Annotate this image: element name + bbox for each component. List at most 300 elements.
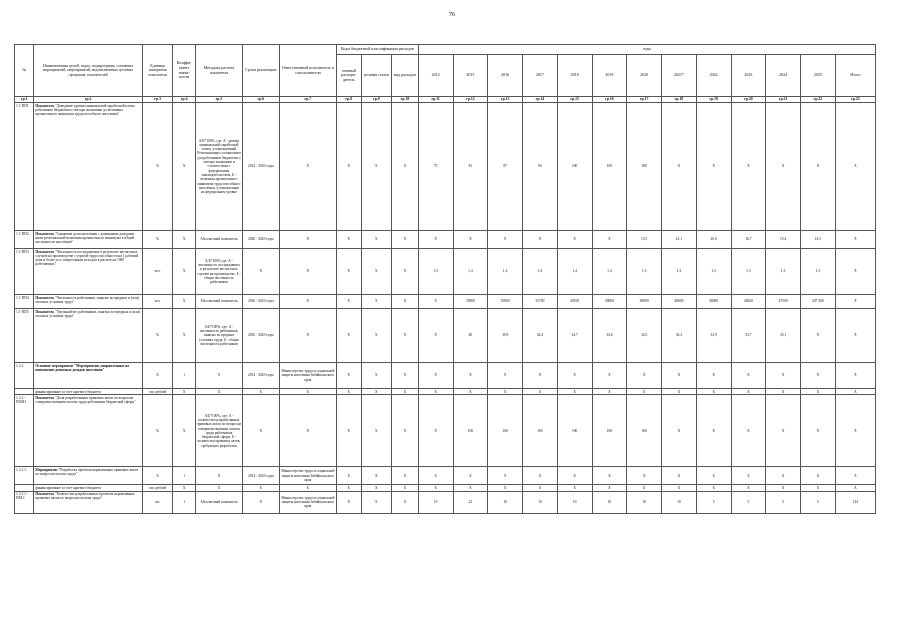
row-year-value: 1,4 [453, 249, 488, 295]
row-name-bold: Мероприятие [35, 467, 58, 472]
row-year-value: X [835, 295, 875, 309]
header-year: 2015 [453, 55, 488, 97]
row-year-value: X [557, 485, 592, 491]
row-year-value: 81 [453, 103, 488, 231]
row-year-value: 10 [523, 491, 558, 513]
row-kbk-section: X [361, 249, 392, 295]
row-responsible: X [279, 485, 336, 491]
row-kbk-type: X [392, 295, 419, 309]
column-number: гр.2 [34, 97, 142, 103]
row-year-value: 34,6 [592, 309, 627, 363]
row-year-value: 100 [523, 395, 558, 467]
row-period: X [242, 249, 279, 295]
row-kbk-section: X [361, 395, 392, 467]
row-coef: X [173, 485, 195, 491]
table-row [15, 395, 876, 467]
row-year-value: X [592, 467, 627, 485]
row-year-value: X [835, 231, 875, 249]
row-kbk-type: X [392, 249, 419, 295]
row-year-value: 49000 [592, 295, 627, 309]
row-kbk-main: X [336, 389, 361, 395]
row-year-value: X [835, 103, 875, 231]
header-year: 2016 [488, 55, 523, 97]
row-year-value: X [627, 485, 662, 491]
row-year-value: X [557, 389, 592, 395]
row-year-value: 35700 [523, 295, 558, 309]
row-year-value: X [696, 363, 731, 389]
row-year-value: 1,4 [557, 249, 592, 295]
row-year-value: 100 [627, 395, 662, 467]
table-row [15, 295, 876, 309]
row-name-text: "Доведение уровня минимальной заработной платы работников бюджетного сектора экономики до величины прожиточного минимума трудоспособного населения" [35, 103, 135, 117]
column-number: гр.19 [696, 97, 731, 103]
row-year-value: 34,5 [627, 309, 662, 363]
row-period: 2020 - 2025 годы [242, 231, 279, 249]
row-code: 1.1-ПП2 [15, 231, 34, 249]
row-unit: чел. [142, 249, 173, 295]
row-year-value: X [418, 395, 453, 467]
row-year-value: X [835, 467, 875, 485]
column-number: гр.4 [173, 97, 195, 103]
row-kbk-main: X [336, 309, 361, 363]
row-kbk-main: X [336, 363, 361, 389]
row-year-value: 39,9 [488, 309, 523, 363]
row-coef: X [173, 103, 195, 231]
row-year-value: X [523, 363, 558, 389]
row-year-value: 1,3 [662, 249, 697, 295]
row-year-value: X [766, 485, 801, 491]
row-kbk-section: X [361, 309, 392, 363]
row-kbk-type: X [392, 103, 419, 231]
row-responsible: Министерство труда и социальной защиты населения Забайкальского края [279, 467, 336, 485]
row-year-value: X [453, 485, 488, 491]
row-year-value: X [523, 485, 558, 491]
row-period: 2014 - 2025 годы [242, 467, 279, 485]
row-year-value: 15,5 [627, 231, 662, 249]
row-year-value: 5 [696, 491, 731, 513]
row-year-value: X [835, 309, 875, 363]
row-year-value: 5 [801, 491, 836, 513]
row-responsible: X [279, 249, 336, 295]
row-year-value: X [731, 363, 766, 389]
row-year-value: X [592, 231, 627, 249]
row-unit: X [142, 467, 173, 485]
row-year-value: 21,1 [662, 231, 697, 249]
row-year-value: 1,3 [627, 249, 662, 295]
row-code: 1.1-ПП5 [15, 309, 34, 363]
row-responsible: X [279, 309, 336, 363]
row-kbk-main: X [336, 467, 361, 485]
column-number: гр.20 [731, 97, 766, 103]
header-year: 2020 [627, 55, 662, 97]
row-name-text: "Удельный вес работников, занятых во вредных и (или) опасных условиях труда" [35, 309, 141, 318]
row-name-bold: Показатель [35, 395, 55, 400]
row-kbk-section: X [361, 363, 392, 389]
row-year-value: X [766, 363, 801, 389]
row-year-value: X [696, 389, 731, 395]
row-code: 1.3.1.-ПОМ1 [15, 395, 34, 467]
row-year-value: 10 [557, 491, 592, 513]
header-year: 2019 [592, 55, 627, 97]
row-year-value: X [627, 363, 662, 389]
row-year-value: 40 [453, 309, 488, 363]
row-year-value: 10 [418, 491, 453, 513]
row-name [34, 103, 142, 231]
row-year-value: 1,3 [766, 249, 801, 295]
row-method: X [195, 467, 242, 485]
column-number: гр.12 [453, 97, 488, 103]
row-period: 2016 - 2025 годы [242, 295, 279, 309]
row-kbk-main: X [336, 103, 361, 231]
row-year-value: 10 [592, 491, 627, 513]
header-kbk: Коды бюджетной классификации расходов [336, 45, 418, 55]
row-year-value: X [801, 467, 836, 485]
row-year-value: X [418, 295, 453, 309]
row-code: 1.3.1. [15, 363, 34, 389]
row-kbk-section: X [361, 295, 392, 309]
row-year-value: 100 [592, 103, 627, 231]
row-name-text: "Численность пострадавших в результате несчастных случаев на производстве с утратой трудоспособности на 1 рабочий день и более и со смертельным исходом в расчете на 1000 работающих" [35, 249, 139, 267]
row-year-value: X [696, 395, 731, 467]
row-year-value: 100 [488, 395, 523, 467]
column-number: гр.7 [279, 97, 336, 103]
row-period: 2014 - 2020 годы [242, 103, 279, 231]
row-year-value: 15,4 [766, 231, 801, 249]
row-year-value: 94 [523, 103, 558, 231]
row-year-value: X [662, 485, 697, 491]
row-year-value: X [835, 389, 875, 395]
row-code: 1.3.1.1. [15, 467, 34, 485]
row-year-value: 20,6 [696, 231, 731, 249]
page-number: 76 [449, 12, 455, 18]
row-kbk-main: X [336, 485, 361, 491]
header-method: Методика расчета показателя [195, 45, 242, 97]
row-coef: X [173, 309, 195, 363]
row-year-value: 124 [835, 491, 875, 513]
row-kbk-type: X [392, 395, 419, 467]
row-year-value: X [418, 363, 453, 389]
row-year-value: X [766, 389, 801, 395]
column-number: гр.11 [418, 97, 453, 103]
header-kbk-section: целевая статья [361, 55, 392, 97]
row-year-value: 100 [453, 395, 488, 467]
row-period: X [242, 491, 279, 513]
row-year-value: X [662, 395, 697, 467]
column-number: гр.21 [766, 97, 801, 103]
indicators-table [14, 44, 876, 514]
row-name-text: "Разработка проектов нормативных правовых актов по вопросам оплаты труда" [35, 467, 138, 477]
row-year-value: X [696, 467, 731, 485]
row-year-value: X [418, 485, 453, 491]
row-method: А/Б*100%, где: А - размер минимальной заработной платы, установленный Региональным соглашением для работников бюджетного сектора экономики в соответствии с федеральным законодательством, Б - величина прожиточного минимума трудоспособного населения, установленная на федеральном уровне [195, 103, 242, 231]
row-year-value: 33,1 [766, 309, 801, 363]
row-year-value: 447 200 [801, 295, 836, 309]
column-number: гр.22 [801, 97, 836, 103]
row-coef: X [173, 389, 195, 395]
row-year-value: X [592, 363, 627, 389]
row-year-value: 1,5 [418, 249, 453, 295]
row-responsible: X [279, 295, 336, 309]
row-kbk-type: X [392, 491, 419, 513]
column-number: гр.17 [627, 97, 662, 103]
row-year-value: 34,2 [662, 309, 697, 363]
row-unit: шт. [142, 491, 173, 513]
row-year-value: 1,4 [592, 249, 627, 295]
row-year-value: 100 [592, 395, 627, 467]
row-year-value: 100 [557, 395, 592, 467]
header-year: Итого [835, 55, 875, 97]
row-kbk-type: X [392, 485, 419, 491]
header-year: 2021* [662, 55, 697, 97]
column-number: гр.13 [488, 97, 523, 103]
row-year-value: X [557, 363, 592, 389]
row-name [34, 395, 142, 467]
header-responsible: Ответственный исполнитель и соисполнители [279, 45, 336, 97]
row-year-value: X [801, 485, 836, 491]
table-row [15, 249, 876, 295]
row-year-value: 14,5 [801, 231, 836, 249]
row-unit: чел. [142, 295, 173, 309]
row-coef: X [173, 231, 195, 249]
header-year: 2018 [557, 55, 592, 97]
row-year-value: X [488, 467, 523, 485]
row-responsible: X [279, 395, 336, 467]
header-name: Наименования целей, задач, подпрограмм, основных мероприятий, мероприятий, ведомственных целевых программ, показателей [34, 45, 142, 97]
row-year-value: 48200 [731, 295, 766, 309]
row-name-bold: Показатель [35, 492, 55, 497]
row-year-value: 1,4 [523, 249, 558, 295]
header-year: 2023 [731, 55, 766, 97]
row-name-text: "Количество разработанных проектов нормативных правовых актов по вопросам оплаты труда" [35, 492, 135, 501]
header-coef: Коэффи-циент значи-мости [173, 45, 195, 97]
row-year-value: X [523, 389, 558, 395]
row-year-value: X [418, 231, 453, 249]
row-year-value: 16,7 [731, 231, 766, 249]
row-code: 1.3.1.1.-ПМ-1 [15, 491, 34, 513]
row-year-value: X [835, 485, 875, 491]
row-year-value: X [835, 395, 875, 467]
row-year-value: X [557, 231, 592, 249]
column-number: гр.6 [242, 97, 279, 103]
row-year-value: 22 [453, 491, 488, 513]
row-year-value: X [801, 363, 836, 389]
row-kbk-main: X [336, 295, 361, 309]
row-year-value: X [731, 103, 766, 231]
row-year-value: 10 [488, 491, 523, 513]
row-kbk-type: X [392, 389, 419, 395]
row-year-value: X [801, 389, 836, 395]
table-row [15, 363, 876, 389]
column-number: гр.14 [523, 97, 558, 103]
header-year: 2024 [766, 55, 801, 97]
row-name [34, 467, 142, 485]
row-year-value: X [592, 389, 627, 395]
row-year-value: 10 [627, 491, 662, 513]
column-number: гр.18 [662, 97, 697, 103]
row-method: X [195, 485, 242, 491]
row-method: X [195, 363, 242, 389]
row-kbk-section: X [361, 231, 392, 249]
row-name [34, 491, 142, 513]
row-name-bold: Показатель [35, 295, 55, 300]
header-period: Сроки реализации [242, 45, 279, 97]
row-name [34, 309, 142, 363]
row-year-value: 34,7 [557, 309, 592, 363]
row-year-value: X [592, 485, 627, 491]
row-unit: тыс.рублей [142, 389, 173, 395]
row-period: X [242, 485, 279, 491]
row-unit: % [142, 395, 173, 467]
row-year-value: X [488, 389, 523, 395]
row-year-value: X [766, 395, 801, 467]
row-year-value: X [731, 467, 766, 485]
row-year-value: X [766, 467, 801, 485]
row-name [34, 249, 142, 295]
row-year-value: 1,3 [801, 249, 836, 295]
row-year-value: X [453, 231, 488, 249]
row-responsible: Министерство труда и социальной защиты населения Забайкальского края [279, 491, 336, 513]
row-year-value: X [523, 231, 558, 249]
row-year-value: 5 [731, 491, 766, 513]
row-year-value: 100 [557, 103, 592, 231]
row-period: 2014 - 2025 годы [242, 363, 279, 389]
row-coef: 1 [173, 467, 195, 485]
row-year-value: X [418, 309, 453, 363]
row-year-value: X [801, 103, 836, 231]
row-name-bold: Показатель [35, 103, 55, 108]
row-year-value: X [418, 389, 453, 395]
row-year-value: X [731, 389, 766, 395]
row-year-value: X [801, 309, 836, 363]
column-number: гр.3 [142, 97, 173, 103]
row-year-value: X [557, 467, 592, 485]
row-code: 1.1-ПП3 [15, 249, 34, 295]
row-kbk-main: X [336, 231, 361, 249]
table-row [15, 467, 876, 485]
header-year: 2022 [696, 55, 731, 97]
row-year-value: 49100 [557, 295, 592, 309]
row-kbk-section: X [361, 485, 392, 491]
column-number: гр.8 [336, 97, 361, 103]
column-number: гр.10 [392, 97, 419, 103]
row-kbk-main: X [336, 395, 361, 467]
row-year-value: X [523, 467, 558, 485]
row-method: X [195, 389, 242, 395]
column-number: гр.16 [592, 97, 627, 103]
row-year-value: 35900 [453, 295, 488, 309]
row-kbk-type: X [392, 309, 419, 363]
row-responsible: X [279, 389, 336, 395]
row-name [34, 231, 142, 249]
row-kbk-type: X [392, 231, 419, 249]
column-number: гр.15 [557, 97, 592, 103]
row-year-value: X [835, 249, 875, 295]
row-year-value: X [488, 231, 523, 249]
row-unit: % [142, 231, 173, 249]
row-year-value: X [662, 103, 697, 231]
row-year-value: X [488, 363, 523, 389]
row-name-text: "Доля разработанных правовых актов по вопросам совершенствования оплаты труда работников бюджетной сферы" [35, 395, 136, 405]
row-year-value: 34,4 [523, 309, 558, 363]
row-kbk-main: X [336, 249, 361, 295]
header-unit: Единица измерения показателя [142, 45, 173, 97]
row-year-value: X [662, 467, 697, 485]
row-kbk-section: X [361, 491, 392, 513]
row-method: А/Б*100%, где: А - численность работников, занятых во вредных условиях труда, Б - общая численность работников [195, 309, 242, 363]
row-year-value: X [662, 389, 697, 395]
column-number: гр.9 [361, 97, 392, 103]
header-no: № [15, 45, 34, 97]
header-kbk-main: главный распоря-дитель [336, 55, 361, 97]
row-coef: X [173, 249, 195, 295]
row-year-value: 87 [488, 103, 523, 231]
row-name-text: финансирование за счет краевого бюджета [35, 389, 101, 394]
row-year-value: 1,3 [731, 249, 766, 295]
row-year-value: X [766, 103, 801, 231]
row-name [34, 295, 142, 309]
header-years: годы [418, 45, 875, 55]
row-method: Абсолютный показатель [195, 295, 242, 309]
row-code: 1.1-ПП4 [15, 295, 34, 309]
row-coef: 1 [173, 363, 195, 389]
row-coef: X [173, 295, 195, 309]
row-code: 1.1-ПП1 [15, 103, 34, 231]
row-year-value: X [662, 363, 697, 389]
row-name-bold: Показатель [35, 231, 55, 236]
column-number: гр.1 [15, 97, 34, 103]
row-year-value: 48600 [662, 295, 697, 309]
row-responsible: X [279, 103, 336, 231]
row-year-value: X [453, 363, 488, 389]
row-period: 2016 - 2025 годы [242, 309, 279, 363]
row-name [34, 363, 142, 389]
row-kbk-section: X [361, 467, 392, 485]
row-year-value: X [696, 103, 731, 231]
row-kbk-section: X [361, 103, 392, 231]
row-name-text: "Снижение доли населения с денежными доходами ниже региональной величины прожиточного минимума в общей численности населения" [35, 231, 135, 245]
row-method: Абсолютный показатель [195, 491, 242, 513]
row-unit: % [142, 309, 173, 363]
row-year-value: 75 [418, 103, 453, 231]
row-kbk-type: X [392, 467, 419, 485]
header-kbk-type: вид расходов [392, 55, 419, 97]
row-year-value: 48400 [696, 295, 731, 309]
row-year-value: X [696, 485, 731, 491]
row-coef: X [173, 395, 195, 467]
row-year-value: 5 [766, 491, 801, 513]
row-responsible: Министерство труда и социальной защиты населения Забайкальского края [279, 363, 336, 389]
row-year-value: 100 [627, 103, 662, 231]
row-year-value: 10 [662, 491, 697, 513]
row-coef: 1 [173, 491, 195, 513]
row-period: X [242, 389, 279, 395]
row-year-value: 1,4 [488, 249, 523, 295]
table-row [15, 231, 876, 249]
row-name-text: финансирование за счет краевого бюджета [35, 485, 101, 490]
column-number: гр.23 [835, 97, 875, 103]
header-year: 2014 [418, 55, 453, 97]
row-kbk-main: X [336, 491, 361, 513]
row-method: А/Б*1000, где: А - численность пострадавших в результате несчастных случаев на производстве, Б - общая численность работников [195, 249, 242, 295]
row-unit: % [142, 103, 173, 231]
row-unit: тыс.рублей [142, 485, 173, 491]
row-name-bold: Показатель [35, 249, 55, 254]
row-year-value: X [453, 467, 488, 485]
row-year-value: X [801, 395, 836, 467]
row-year-value: 33,9 [696, 309, 731, 363]
row-kbk-type: X [392, 363, 419, 389]
row-name-bold: Показатель [35, 309, 55, 314]
